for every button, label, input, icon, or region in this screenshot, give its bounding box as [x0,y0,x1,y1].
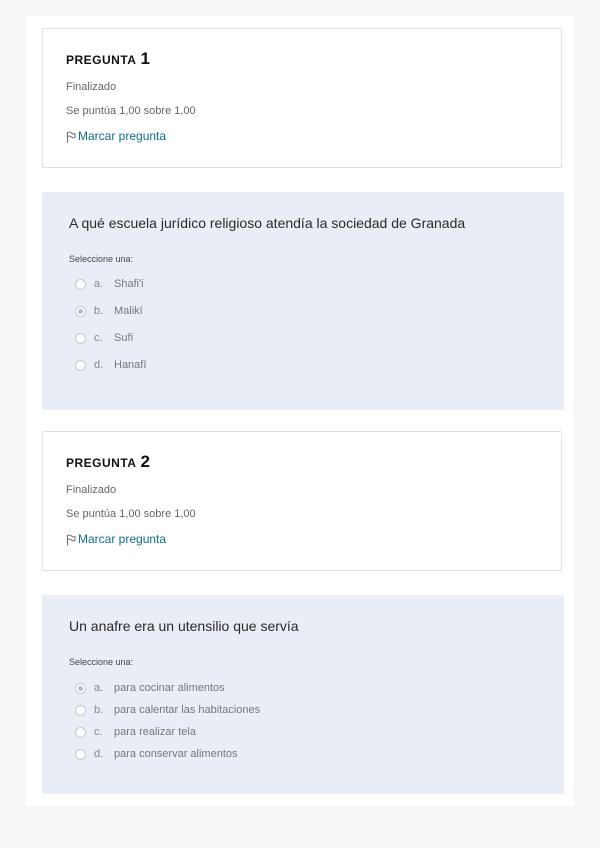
flag-question-link[interactable] [66,532,166,546]
answer-prompt: Seleccione una: [69,657,134,667]
flag-question-label: Marcar pregunta [78,532,167,546]
option-label: para conservar alimentos [114,748,238,760]
option-letter: c. [94,726,103,738]
option-letter: d. [94,748,104,760]
answer-option-b[interactable] [69,699,260,721]
option-letter: b. [94,704,104,716]
option-label: para realizar tela [114,726,196,738]
answer-option-c[interactable] [69,327,146,349]
question-2-heading [66,452,150,472]
question-1-info [42,28,562,168]
option-label: Malikí [114,305,143,317]
question-number: 1 [140,49,151,68]
answer-option-d[interactable] [69,743,260,765]
option-label: para calentar las habitaciones [114,704,261,716]
question-grade: Se puntúa 1,00 sobre 1,00 [66,105,196,117]
answer-options [69,273,146,376]
option-label: Sufí [114,332,134,344]
option-letter: c. [94,332,103,344]
flag-icon [66,131,76,143]
answer-option-c[interactable] [69,721,260,743]
question-2-content [42,595,564,794]
answer-options [69,677,260,765]
answer-option-d[interactable] [69,354,146,376]
option-label: para cocinar alimentos [114,682,225,694]
radio-button[interactable] [75,749,86,760]
radio-button[interactable] [75,279,86,290]
question-1-heading [66,49,150,69]
question-1-content [42,192,564,410]
question-state: Finalizado [66,484,117,496]
quiz-review-page [26,16,574,806]
flag-icon [66,534,76,546]
option-label: Hanafí [114,359,147,371]
question-grade: Se puntúa 1,00 sobre 1,00 [66,508,196,520]
flag-question-link[interactable] [66,129,166,143]
radio-button-selected[interactable] [75,683,86,694]
question-2-info [42,431,562,571]
answer-option-b[interactable] [69,300,146,322]
question-text: A qué escuela jurídico religioso atendía la sociedad de Granada [69,215,466,231]
answer-option-a[interactable] [69,273,146,295]
question-text: Un anafre era un utensilio que servía [69,618,299,634]
option-label: Shafi'i [114,278,144,290]
answer-option-a[interactable] [69,677,260,699]
radio-button[interactable] [75,333,86,344]
radio-button[interactable] [75,705,86,716]
radio-button[interactable] [75,360,86,371]
option-letter: a. [94,682,104,694]
flag-question-label: Marcar pregunta [78,129,167,143]
option-letter: a. [94,278,104,290]
radio-button-selected[interactable] [75,306,86,317]
question-label: PREGUNTA [66,53,137,67]
answer-prompt: Seleccione una: [69,254,134,264]
option-letter: d. [94,359,104,371]
question-label: PREGUNTA [66,456,137,470]
radio-button[interactable] [75,727,86,738]
question-state: Finalizado [66,81,117,93]
question-number: 2 [140,452,151,471]
option-letter: b. [94,305,104,317]
